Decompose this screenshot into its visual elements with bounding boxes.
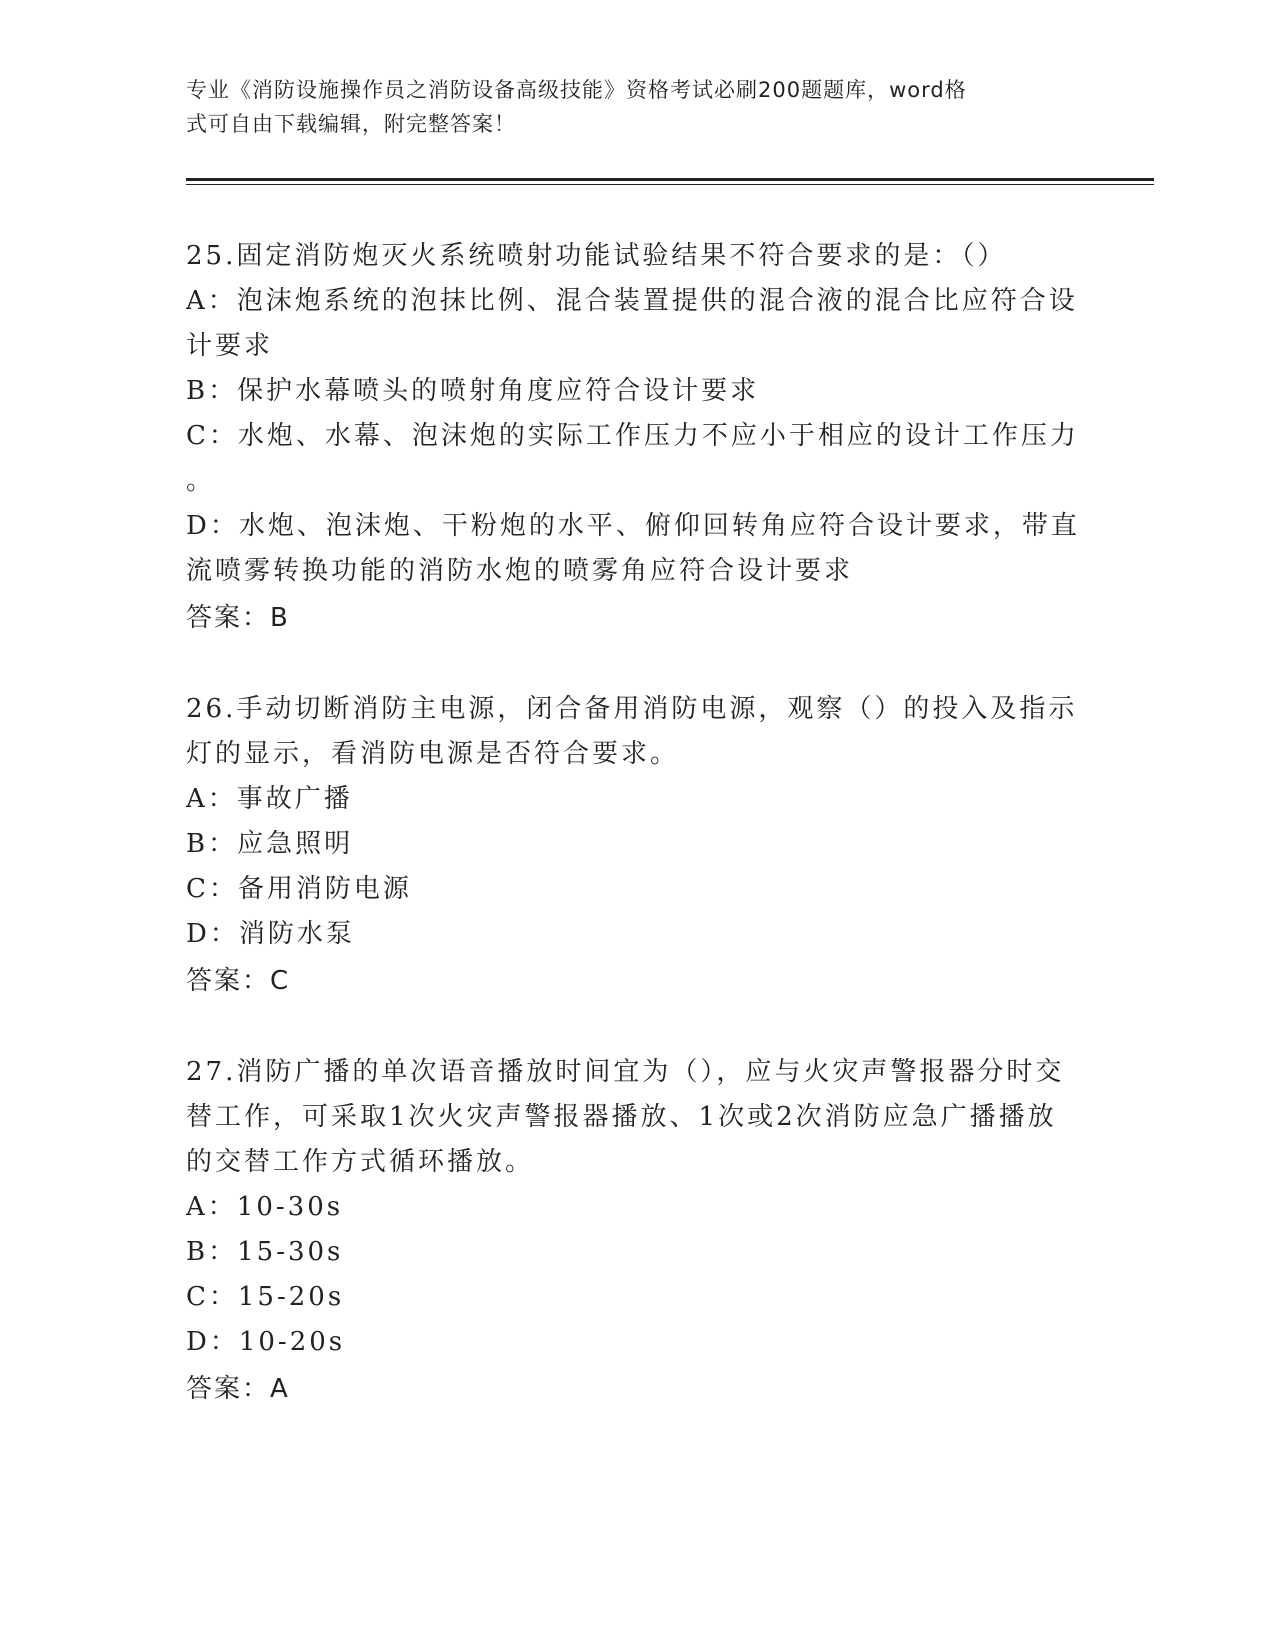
question-stem-cont: 灯的显示，看消防电源是否符合要求。	[186, 739, 680, 769]
question-stem-cont: 的交替工作方式循环播放。	[186, 1147, 535, 1177]
option-b: B：应急照明	[186, 829, 354, 859]
option-d-cont: 流喷雾转换功能的消防水炮的喷雾角应符合设计要求	[186, 556, 854, 586]
header-line-1: 专业《消防设施操作员之消防设备高级技能》资格考试必刷200题题库，word格	[186, 78, 967, 102]
option-b: B：保护水幕喷头的喷射角度应符合设计要求	[186, 376, 760, 406]
option-a-cont: 计要求	[186, 331, 274, 361]
question-27	[186, 1050, 1086, 1412]
answer-line	[186, 596, 1086, 641]
header-line-2: 式可自由下载编辑，附完整答案！	[186, 112, 516, 136]
answer-value: A	[270, 1374, 290, 1404]
question-26	[186, 687, 1086, 1004]
question-stem: 27.消防广播的单次语音播放时间宜为（），应与火灾声警报器分时交	[186, 1057, 1065, 1087]
answer-label: 答案：	[186, 966, 271, 996]
option-b: B：15-30s	[186, 1237, 344, 1267]
option-a: A：泡沫炮系统的泡抹比例、混合装置提供的混合液的混合比应符合设	[186, 286, 1078, 316]
header-divider-thick	[186, 178, 1154, 181]
question-stem-cont: 替工作，可采取1次火灾声警报器播放、1次或2次消防应急广播播放	[186, 1102, 1057, 1132]
option-d: D：水炮、泡沫炮、干粉炮的水平、俯仰回转角应符合设计要求，带直	[186, 511, 1080, 541]
question-25	[186, 234, 1086, 641]
option-d: D：消防水泵	[186, 919, 355, 949]
option-a: A：10-30s	[186, 1192, 344, 1222]
answer-value: B	[270, 603, 290, 633]
option-c-cont: 。	[186, 466, 216, 496]
answer-label: 答案：	[186, 1374, 271, 1404]
answer-value: C	[270, 966, 291, 996]
option-d: D：10-20s	[186, 1327, 346, 1357]
option-a: A：事故广播	[186, 784, 353, 814]
answer-line	[186, 959, 1086, 1004]
option-c: C：15-20s	[186, 1282, 345, 1312]
answer-line	[186, 1367, 1086, 1412]
header-divider-thin	[186, 184, 1154, 185]
question-stem: 25.固定消防炮灭火系统喷射功能试验结果不符合要求的是：（）	[186, 241, 1007, 271]
question-stem: 26.手动切断消防主电源，闭合备用消防电源，观察（）的投入及指示	[186, 694, 1078, 724]
option-c: C：备用消防电源	[186, 874, 412, 904]
question-list	[186, 234, 1086, 1412]
answer-label: 答案：	[186, 603, 271, 633]
option-c: C：水炮、水幕、泡沫炮的实际工作压力不应小于相应的设计工作压力	[186, 421, 1079, 451]
document-header	[186, 73, 1076, 141]
